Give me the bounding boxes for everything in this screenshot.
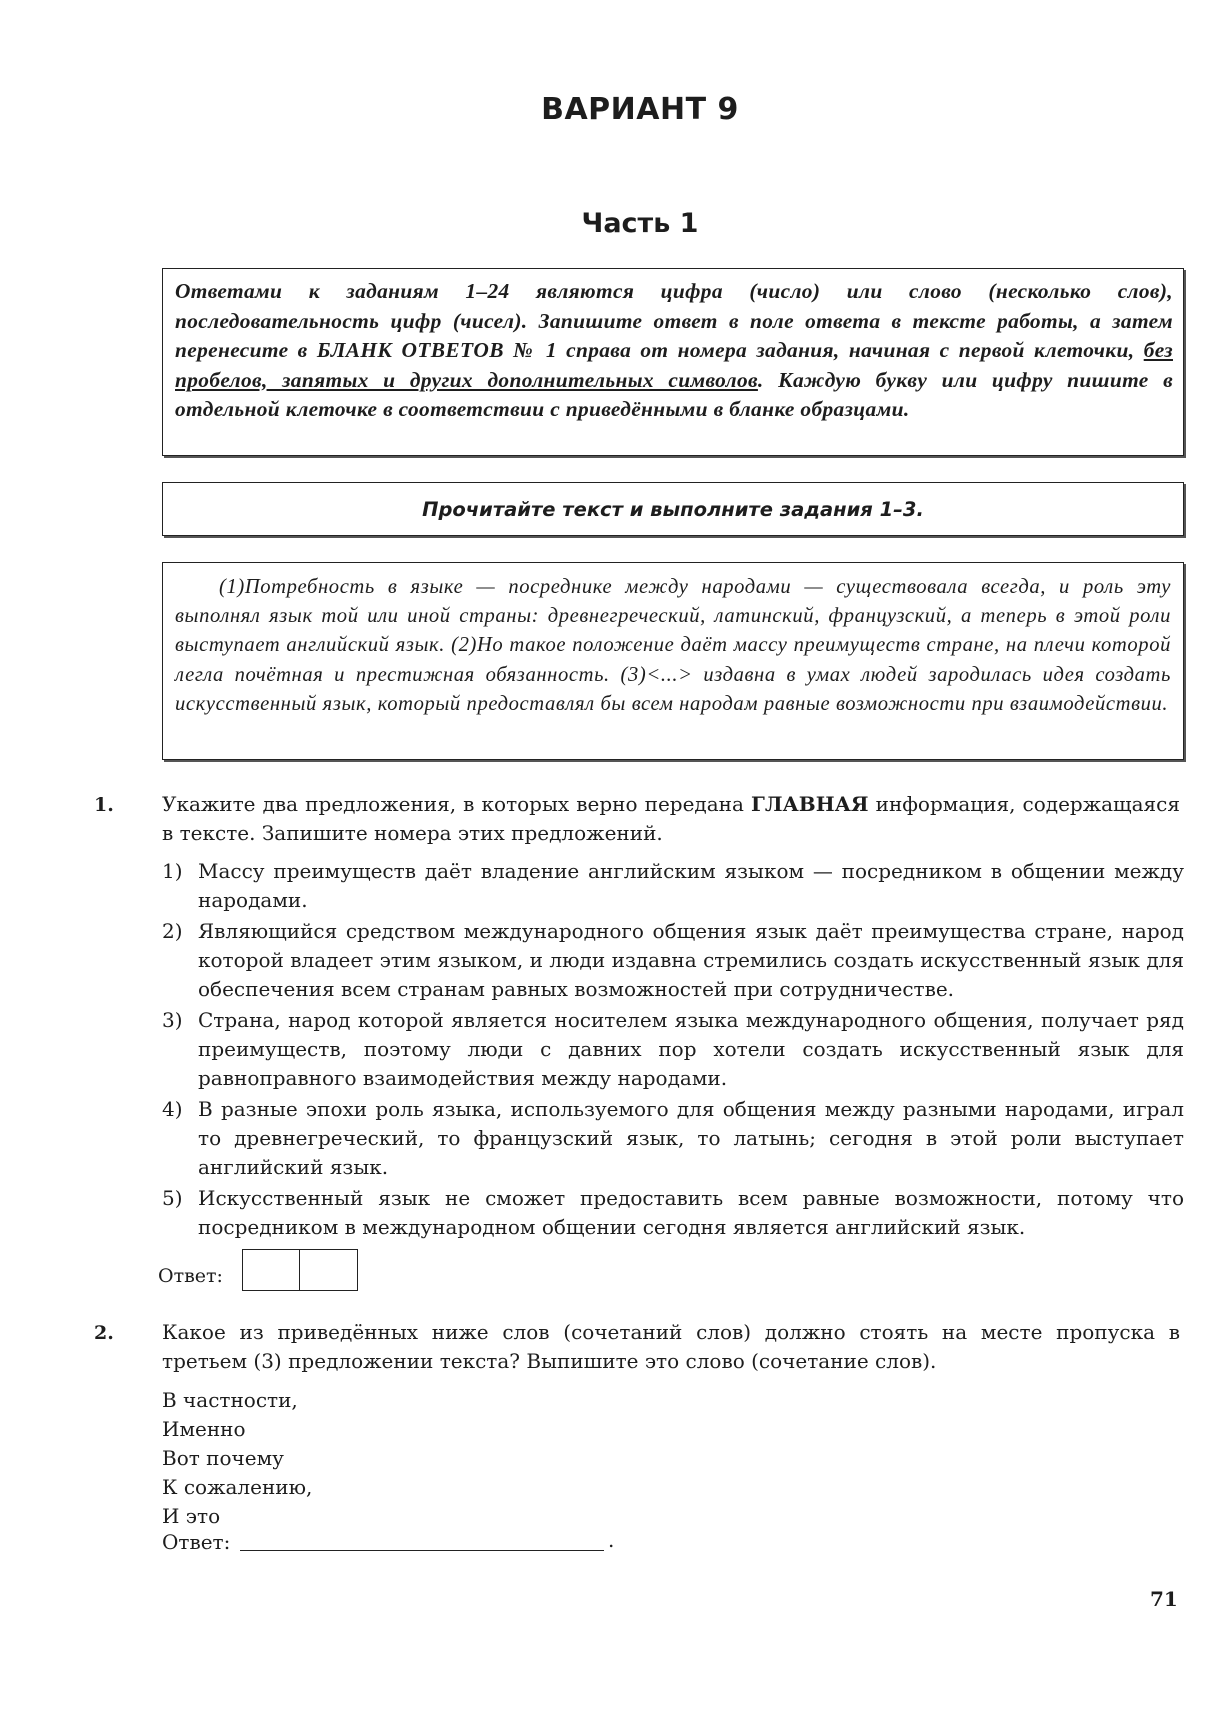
source-text-box [162, 562, 1184, 760]
task-1-options [162, 857, 1184, 1242]
task-2-number: 2. [94, 1322, 114, 1344]
read-text-banner-label: Прочитайте текст и выполните задания 1–3. [422, 497, 924, 521]
instructions-text-end: . Каждую букву или цифру пишите в отдельной клеточке в соответствии с приведёнными в бланке образцами. [175, 367, 1173, 421]
choice-item: К сожалению, [162, 1475, 313, 1499]
task-1-option [162, 1184, 1184, 1242]
choice-item: Именно [162, 1417, 246, 1441]
option-number: 1) [162, 859, 183, 883]
option-text: Массу преимуществ даёт владение английским языком — посредником в общении между народами. [198, 859, 1184, 912]
option-number: 3) [162, 1008, 183, 1032]
task-1-prompt [162, 790, 1180, 848]
task-1-answer-cells [242, 1249, 358, 1291]
option-number: 5) [162, 1186, 183, 1210]
read-text-banner [162, 482, 1184, 536]
task-1-prompt-start: Укажите два предложения, в которых верно передана [162, 792, 752, 816]
task-1-prompt-end: информация, содержащаяся в тексте. Запишите номера этих предложений. [162, 792, 1180, 845]
option-text: Искусственный язык не сможет предоставить всем равные возможности, потому что посредником в международном общении сегодня является английский язык. [198, 1186, 1184, 1239]
choice-item: В частности, [162, 1388, 298, 1412]
task-1-option [162, 857, 1184, 915]
instructions-box [162, 268, 1184, 456]
option-text: В разные эпохи роль языка, используемого для общения между разными народами, играл то древнегреческий, то французский язык, то латынь; сегодня в этой роли выступает английский язык. [198, 1097, 1184, 1179]
task-2-prompt: Какое из приведённых ниже слов (сочетаний слов) должно стоять на месте пропуска в третьем (3) предложении текста? Выпишите это слово (сочетание слов). [162, 1320, 1180, 1373]
task-1-prompt-bold: ГЛАВНАЯ [751, 792, 869, 816]
variant-title: ВАРИАНТ 9 [541, 92, 739, 127]
option-number: 2) [162, 919, 183, 943]
choice-item: Вот почему [162, 1446, 284, 1470]
task-2-answer-label: Ответ: [162, 1530, 231, 1554]
choice-item: И это [162, 1504, 221, 1528]
instructions-text-underlined: без пробелов, запятых и других дополнительных символов [175, 338, 1173, 392]
task-2-answer-end: . [608, 1528, 615, 1552]
option-number: 4) [162, 1097, 183, 1121]
option-text: Являющийся средством международного общения язык даёт преимущества стране, народ которой владеет этим языком, и люди издавна стремились создать искусственный язык для обеспечения всем странам равных возможностей при сотрудничестве. [198, 919, 1184, 1001]
answer-cell[interactable] [242, 1249, 300, 1291]
task-2-choices [162, 1386, 312, 1531]
task-1-option [162, 1095, 1184, 1182]
task-1-option [162, 917, 1184, 1004]
part-title: Часть 1 [581, 208, 699, 239]
task-1-number: 1. [94, 794, 114, 816]
option-text: Страна, народ которой является носителем языка международного общения, получает ряд преимуществ, поэтому люди с давних пор хотели создать искусственный язык для равноправного взаимодействия между народами. [198, 1008, 1184, 1090]
answer-cell[interactable] [300, 1249, 358, 1291]
source-text: (1)Потребность в языке — посреднике между народами — существовала всегда, и роль эту выполнял язык той или иной страны: древнегреческий, латинский, французский, а теперь в этой роли выступает английский язык. (2)Но такое положение даёт массу преимуществ стране, на плечи которой легла почётная и престижная обязанность. (3)<...> издавна в умах людей зародилась идея создать искусственный язык, который предоставлял бы всем народам равные возможности при взаимодействии. [175, 576, 1171, 715]
instructions-text-start: Ответами к заданиям 1–24 являются цифра (число) или слово (несколько слов), последовательность цифр (чисел). Запишите ответ в поле ответа в тексте работы, а затем перенесите в БЛАНК ОТВЕТОВ № 1 справа от номера задания, начиная с первой клеточки, [175, 279, 1173, 362]
page-number: 71 [1150, 1587, 1178, 1611]
task-1-option [162, 1006, 1184, 1093]
task-1-answer-label: Ответ: [158, 1265, 223, 1287]
task-2-answer-line[interactable] [240, 1550, 604, 1551]
